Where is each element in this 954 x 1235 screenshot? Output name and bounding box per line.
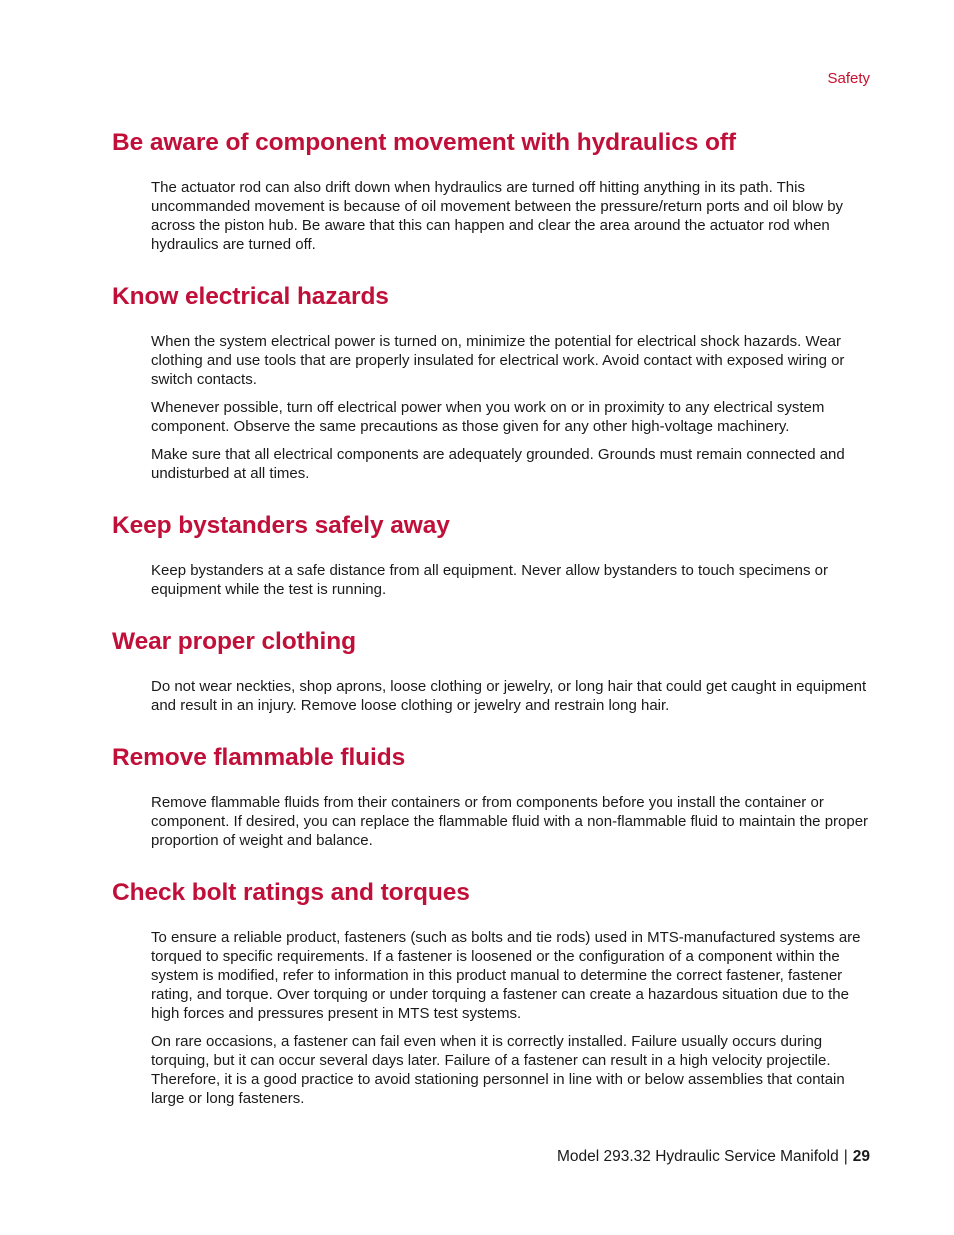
section-bystanders <box>112 509 872 599</box>
footer-separator: | <box>843 1148 848 1165</box>
section-heading: Wear proper clothing <box>112 628 356 655</box>
section-bolt-ratings <box>112 876 872 1108</box>
page-number: 29 <box>852 1148 870 1165</box>
paragraph: Keep bystanders at a safe distance from all equipment. Never allow bystanders to touch specimens or equipment while the test is running. <box>151 562 829 598</box>
section-heading: Keep bystanders safely away <box>112 512 450 539</box>
page-footer <box>557 1148 870 1166</box>
paragraph: Make sure that all electrical components are adequately grounded. Grounds must remain connected and undisturbed at all times. <box>151 446 845 482</box>
paragraph: Do not wear neckties, shop aprons, loose clothing or jewelry, or long hair that could get caught in equipment and result in an injury. Remove loose clothing or jewelry and restrain long hair. <box>151 678 867 714</box>
running-header: Safety <box>827 70 870 87</box>
section-clothing <box>112 625 872 715</box>
paragraph: The actuator rod can also drift down when hydraulics are turned off hitting anything in its path. This uncommanded movement is because of oil movement between the pressure/return ports and oil blow by across the piston hub. Be aware that this can happen and clear the area around the actuator rod when hydraulics are turned off. <box>151 179 844 253</box>
paragraph: Whenever possible, turn off electrical power when you work on or in proximity to any electrical system component. Observe the same precautions as those given for any other high-voltage machinery. <box>151 399 825 435</box>
section-heading: Know electrical hazards <box>112 283 389 310</box>
document-body <box>112 126 872 1134</box>
paragraph: Remove flammable fluids from their containers or from components before you install the container or component. If desired, you can replace the flammable fluid with a non-flammable fluid to maintain the proper proportion of weight and balance. <box>151 794 869 849</box>
section-heading: Be aware of component movement with hydraulics off <box>112 129 736 156</box>
section-electrical-hazards <box>112 280 872 483</box>
section-hydraulics-off <box>112 126 872 254</box>
section-flammable-fluids <box>112 741 872 850</box>
section-heading: Remove flammable fluids <box>112 744 406 771</box>
paragraph: When the system electrical power is turned on, minimize the potential for electrical shock hazards. Wear clothing and use tools that are properly insulated for electrical work. Avoid contact with exposed wiring or switch contacts. <box>151 333 845 388</box>
manual-title: Model 293.32 Hydraulic Service Manifold <box>556 1148 839 1165</box>
paragraph: On rare occasions, a fastener can fail even when it is correctly installed. Failure usually occurs during torquing, but it can occur several days later. Failure of a fastener can result in a high velocity projectile. Therefore, it is a good practice to avoid stationing personnel in line with or below assemblies that contain large or long fasteners. <box>151 1033 845 1107</box>
section-heading: Check bolt ratings and torques <box>112 879 470 906</box>
paragraph: To ensure a reliable product, fasteners (such as bolts and tie rods) used in MTS-manufactured systems are torqued to specific requirements. If a fastener is loosened or the configuration of a component within the system is modified, refer to information in this product manual to determine the correct fastener, fastener rating, and torque. Over torquing or under torquing a fastener can create a hazardous situation due to the high forces and pressures present in MTS test systems. <box>151 929 861 1022</box>
